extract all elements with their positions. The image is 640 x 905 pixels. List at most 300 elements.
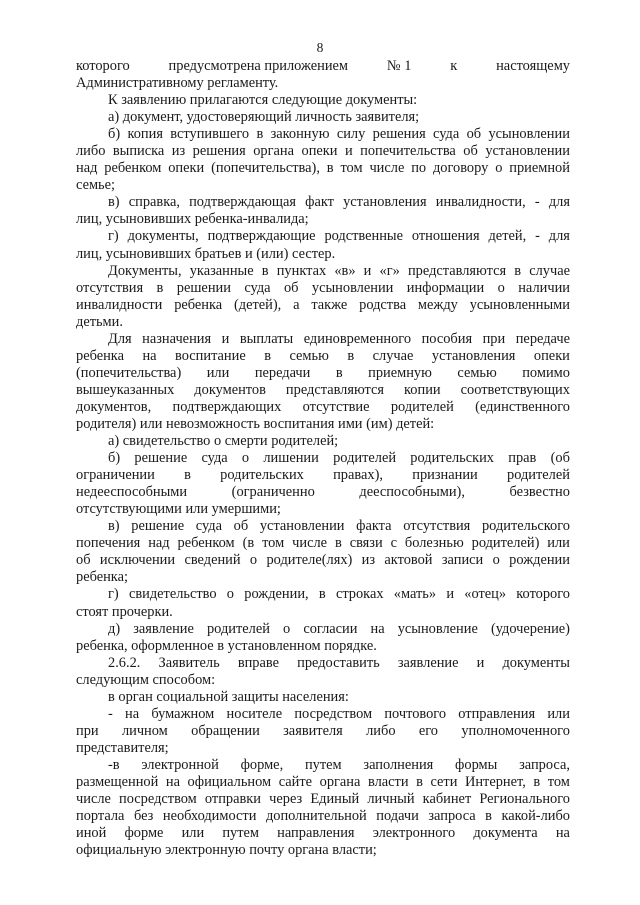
text-line (76, 160, 570, 177)
word: родителей (206, 620, 270, 637)
paragraph-item-g (76, 228, 570, 262)
text-line (76, 774, 570, 791)
word: сведений (184, 552, 241, 569)
word: документа (473, 825, 538, 842)
word: в (261, 262, 269, 279)
word: суда (244, 279, 271, 296)
word: родительского (481, 518, 570, 535)
word: родства (359, 296, 407, 313)
word: решения (192, 143, 246, 160)
word: исключении (99, 552, 176, 569)
word: в (326, 160, 334, 177)
word: Регионального (479, 791, 570, 808)
word: связи (349, 535, 383, 552)
word: приемную (368, 364, 432, 381)
word: записи (441, 552, 484, 569)
word: и (344, 143, 353, 160)
word: ребенком (177, 535, 235, 552)
word: запроса (428, 808, 476, 825)
paragraph-lump-v (76, 518, 570, 586)
word: наличии (518, 279, 570, 296)
word: или (547, 535, 570, 552)
text-line (76, 655, 570, 672)
word: решение (131, 518, 185, 535)
word: либо (76, 143, 106, 160)
word: родительских (410, 450, 494, 467)
text-line (76, 263, 570, 280)
word: (ограниченно (231, 484, 315, 501)
text-line (76, 723, 570, 740)
word: предоставить (297, 654, 380, 671)
word: на (555, 825, 570, 842)
word: лишении (263, 450, 319, 467)
word: путем (222, 825, 260, 842)
word: или (181, 825, 205, 842)
paragraph-items-vg-note (76, 263, 570, 331)
word: законную (270, 126, 330, 143)
word: об (283, 279, 299, 296)
word: в (156, 279, 164, 296)
text-line (76, 382, 570, 399)
text-line: лиц, усыновивших братьев и (или) сестер. (76, 245, 336, 262)
word: (единственного (475, 398, 570, 415)
word: в (514, 262, 522, 279)
word: решении (176, 279, 231, 296)
word: запроса, (519, 756, 570, 773)
word: в (184, 467, 191, 484)
text-line (76, 791, 570, 808)
word: числе (292, 535, 328, 552)
word: решения (372, 126, 426, 143)
word: семью (457, 364, 497, 381)
text-line: лиц, усыновивших ребенка-инвалида; (76, 211, 309, 228)
paragraph-item-v (76, 194, 570, 228)
word: об (463, 143, 478, 160)
word: об (233, 518, 249, 535)
word: отсутствия (403, 518, 471, 535)
word: -в (108, 756, 120, 773)
word: числе (76, 791, 111, 808)
word: отношения (411, 228, 480, 245)
word: суда (433, 126, 460, 143)
word: № 1 (386, 58, 412, 74)
word: родителей (390, 398, 454, 415)
document-body (76, 58, 570, 859)
word: дееспособными), (359, 484, 465, 501)
word: родителей (333, 450, 397, 467)
text-line (76, 535, 570, 552)
word: при (76, 722, 99, 739)
text-line: К заявлению прилагаются следующие документы: (108, 92, 418, 109)
word: Документы, (108, 262, 182, 279)
word: пунктах (276, 262, 327, 279)
word: отправления (458, 705, 536, 722)
word: заявление (397, 654, 459, 671)
word: документы (502, 654, 570, 671)
word: (попечительства), (211, 160, 320, 177)
word: том (547, 773, 570, 790)
word: настоящему (496, 58, 570, 74)
page-number: 8 (316, 40, 324, 55)
word: единовременного (303, 330, 412, 347)
word: б) (108, 126, 121, 143)
word: усыновлении (311, 279, 394, 296)
word: из (361, 552, 376, 569)
word: кабинет (422, 791, 472, 808)
word: родителей) (471, 535, 540, 552)
paragraph-item-a (76, 109, 570, 126)
word: болезнью (404, 535, 464, 552)
word: передаче (515, 330, 570, 347)
word: родителей (507, 467, 570, 484)
word: правах), (333, 467, 383, 484)
word: портала (76, 808, 125, 825)
word: формы (455, 756, 498, 773)
word: о (283, 620, 291, 637)
word: недееспособными (76, 484, 188, 501)
word: - (534, 194, 540, 211)
word: договору (432, 160, 489, 177)
word: инвалидности, (435, 194, 526, 211)
word: ребенка (174, 296, 223, 313)
word: суда (195, 518, 222, 535)
paragraph-lump-g (76, 586, 570, 620)
text-line: а) свидетельство о смерти родителей; (108, 433, 339, 450)
text-line (76, 552, 570, 569)
word: об (76, 552, 91, 569)
word: необходимости (162, 808, 257, 825)
word: на (125, 705, 140, 722)
word: для (548, 194, 570, 211)
word: передачи (254, 364, 311, 381)
word: представляются (407, 262, 507, 279)
word: безвестно (509, 484, 570, 501)
word: органа (253, 143, 295, 160)
paragraph-social-body (76, 689, 570, 706)
word: в (347, 347, 355, 364)
text-line (76, 331, 570, 348)
word: посредством (294, 705, 373, 722)
word: предусмотрена приложением (168, 58, 349, 74)
word: о (495, 160, 503, 177)
word: справка, (128, 194, 180, 211)
word: «в» (334, 262, 356, 279)
word: помимо (522, 364, 570, 381)
word: заявление (133, 620, 194, 637)
paragraph-form-continuation (76, 58, 570, 92)
word: личный (367, 791, 415, 808)
text-line: представителя; (76, 739, 169, 756)
word: подтверждающая (189, 194, 296, 211)
word: направления (277, 825, 355, 842)
text-line: Административному регламенту. (76, 75, 279, 92)
word: - (108, 705, 113, 722)
word: электронного (372, 825, 456, 842)
word: о (492, 552, 500, 569)
word: к (450, 58, 458, 74)
text-line (76, 808, 570, 825)
word: в (318, 586, 326, 603)
word: рождении, (244, 586, 309, 603)
word: форме, (240, 756, 284, 773)
text-line (76, 348, 570, 365)
word: о (241, 450, 250, 467)
word: над (148, 535, 170, 552)
word: решение (134, 450, 188, 467)
word: посредством (119, 791, 197, 808)
text-line (76, 126, 570, 143)
text-line (76, 467, 570, 484)
word: ребенком (104, 160, 162, 177)
word: ограничении (76, 467, 155, 484)
word: над (76, 160, 98, 177)
word: носителе (226, 705, 283, 722)
paragraph-2-6-2 (76, 655, 570, 689)
word: в) (108, 518, 120, 535)
text-line (76, 586, 570, 603)
word: сети (430, 773, 458, 790)
word: или (206, 364, 230, 381)
word: числе (369, 160, 405, 177)
word: дополнительной (265, 808, 367, 825)
word: приемной (509, 160, 570, 177)
word: факт (305, 194, 334, 211)
text-line (76, 297, 570, 314)
word: усыновленными (469, 296, 570, 313)
word: детей, (488, 228, 527, 245)
word: подтверждающих (172, 398, 282, 415)
word: опеки (301, 143, 338, 160)
word: б) (108, 450, 121, 467)
word: вступившего (170, 126, 250, 143)
word: случае (372, 347, 414, 364)
word: отсутствие (302, 398, 370, 415)
word: на (165, 773, 180, 790)
word: указанные (189, 262, 254, 279)
word: том (262, 535, 285, 552)
word: Для (108, 330, 132, 347)
word: (в (242, 535, 255, 552)
word: с (390, 535, 397, 552)
word: заявителя (283, 722, 343, 739)
word: в (416, 773, 423, 790)
word: личном (121, 722, 168, 739)
word: (детей), (233, 296, 282, 313)
word: об (466, 126, 482, 143)
text-line (76, 484, 570, 501)
word: «мать» (393, 586, 437, 603)
word: иной (76, 825, 107, 842)
word: случае (529, 262, 570, 279)
word: в (264, 347, 271, 364)
text-line (76, 825, 570, 842)
text-line: официальную электронную почту органа власти; (76, 842, 377, 859)
word: родственные (324, 228, 403, 245)
word: уполномоченного (461, 722, 570, 739)
word: установлении (485, 143, 570, 160)
word: копия (127, 126, 163, 143)
word: - (535, 228, 540, 245)
paragraph-item-b (76, 126, 570, 194)
text-line (76, 621, 570, 638)
word: вышеуказанных (76, 381, 175, 398)
text-line: детьми. (76, 313, 123, 330)
word: которого (76, 58, 130, 74)
paragraph-attached-docs-intro (76, 92, 570, 109)
word: выписка (112, 143, 165, 160)
word: путем (304, 756, 342, 773)
word: копии (404, 381, 441, 398)
word: и (446, 586, 455, 603)
word: в) (108, 194, 120, 211)
paragraph-lump-d (76, 621, 570, 655)
word: усыновление (397, 620, 478, 637)
word: которого (516, 586, 570, 603)
word: в (256, 126, 264, 143)
word: о (249, 552, 258, 569)
paragraph-lump-a (76, 433, 570, 450)
word: из (171, 143, 186, 160)
word: информации (406, 279, 485, 296)
word: подтверждающие (207, 228, 316, 245)
word: также (311, 296, 348, 313)
text-line: отсутствующими или умершими; (76, 501, 281, 518)
word: документов (194, 381, 266, 398)
word: признании (412, 467, 478, 484)
word: власти (367, 773, 409, 790)
text-line: а) документ, удостоверяющий личность заявителя; (108, 109, 420, 126)
word: «г» (379, 262, 400, 279)
word: а (293, 296, 300, 313)
word: факта (356, 518, 392, 535)
word: для (548, 228, 570, 245)
word: либо (366, 722, 396, 739)
word: (удочерение) (490, 620, 570, 637)
word: представляются (285, 381, 385, 398)
text-line (76, 365, 570, 382)
text-line (76, 280, 570, 297)
word: документы, (127, 228, 199, 245)
word: в (334, 535, 342, 552)
word: 2.6.2. (108, 654, 141, 671)
word: электронной (141, 756, 219, 773)
word: усыновлении (488, 126, 570, 143)
word: родителе(лях) (266, 552, 353, 569)
word: бумажном (151, 705, 215, 722)
text-line (76, 399, 570, 416)
word: установлении (259, 518, 345, 535)
word: попечения (76, 535, 141, 552)
word: размещенной (76, 773, 159, 790)
word: в (335, 364, 343, 381)
word: вправе (237, 654, 279, 671)
word: установления (343, 194, 427, 211)
text-line (76, 518, 570, 535)
text-line: следующим способом: (76, 671, 216, 688)
word: отсутствия (76, 279, 144, 296)
word: и (476, 654, 485, 671)
text-line: ребенка; (76, 569, 128, 586)
word: между (417, 296, 458, 313)
word: при (482, 330, 506, 347)
word: прав (508, 450, 537, 467)
text-line: семье; (76, 177, 116, 194)
word: назначения (142, 330, 212, 347)
word: семью (289, 347, 329, 364)
word: том (340, 160, 363, 177)
word: свидетельство (128, 586, 217, 603)
word: заполнения (363, 756, 434, 773)
word: без (133, 808, 154, 825)
word: «отец» (464, 586, 507, 603)
text-line (76, 228, 570, 245)
word: почтового (384, 705, 447, 722)
word: сайте (278, 773, 313, 790)
word: строках (335, 586, 384, 603)
text-line: в орган социальной защиты населения: (108, 688, 349, 705)
text-line (76, 450, 570, 467)
word: отправки (204, 791, 261, 808)
word: (об (550, 450, 570, 467)
word: и (221, 330, 230, 347)
word: согласии (303, 620, 358, 637)
word: г) (108, 228, 119, 245)
word: соответствующих (460, 381, 570, 398)
word: ребенка (76, 347, 124, 364)
word: на (370, 620, 385, 637)
text-line (76, 194, 570, 211)
word: г) (108, 586, 119, 603)
word: суда (201, 450, 228, 467)
text-line: родителя) или невозможность воспитания ими (им) детей: (76, 415, 435, 432)
word: попечительства (360, 143, 456, 160)
text-line (76, 706, 570, 723)
text-line: ребенка, оформленное в установленном порядке. (76, 637, 377, 654)
word: обращении (191, 722, 260, 739)
word: актовой (384, 552, 433, 569)
paragraph-lump-sum (76, 331, 570, 433)
word: рождении (509, 552, 570, 569)
word: инвалидности (76, 296, 163, 313)
word: какой-либо (501, 808, 570, 825)
word: воспитание (175, 347, 246, 364)
text-line (76, 143, 570, 160)
word: через (269, 791, 303, 808)
word: Единый (310, 791, 360, 808)
text-line (76, 58, 570, 75)
word: опеки (168, 160, 205, 177)
word: д) (108, 620, 121, 637)
word: о (497, 279, 505, 296)
word: Заявитель (158, 654, 220, 671)
word: пособия (421, 330, 473, 347)
word: органа (319, 773, 361, 790)
word: его (418, 722, 438, 739)
word: или (547, 705, 570, 722)
word: опеки (533, 347, 570, 364)
word: (попечительства) (76, 364, 182, 381)
word: в (533, 773, 541, 790)
word: силу (336, 126, 366, 143)
word: официальном (187, 773, 272, 790)
paragraph-lump-b (76, 450, 570, 518)
text-line: стоят прочерки. (76, 603, 173, 620)
word: подачи (376, 808, 419, 825)
word: форме (124, 825, 164, 842)
word: установления (431, 347, 516, 364)
word: о (226, 586, 234, 603)
paragraph-paper (76, 706, 570, 757)
